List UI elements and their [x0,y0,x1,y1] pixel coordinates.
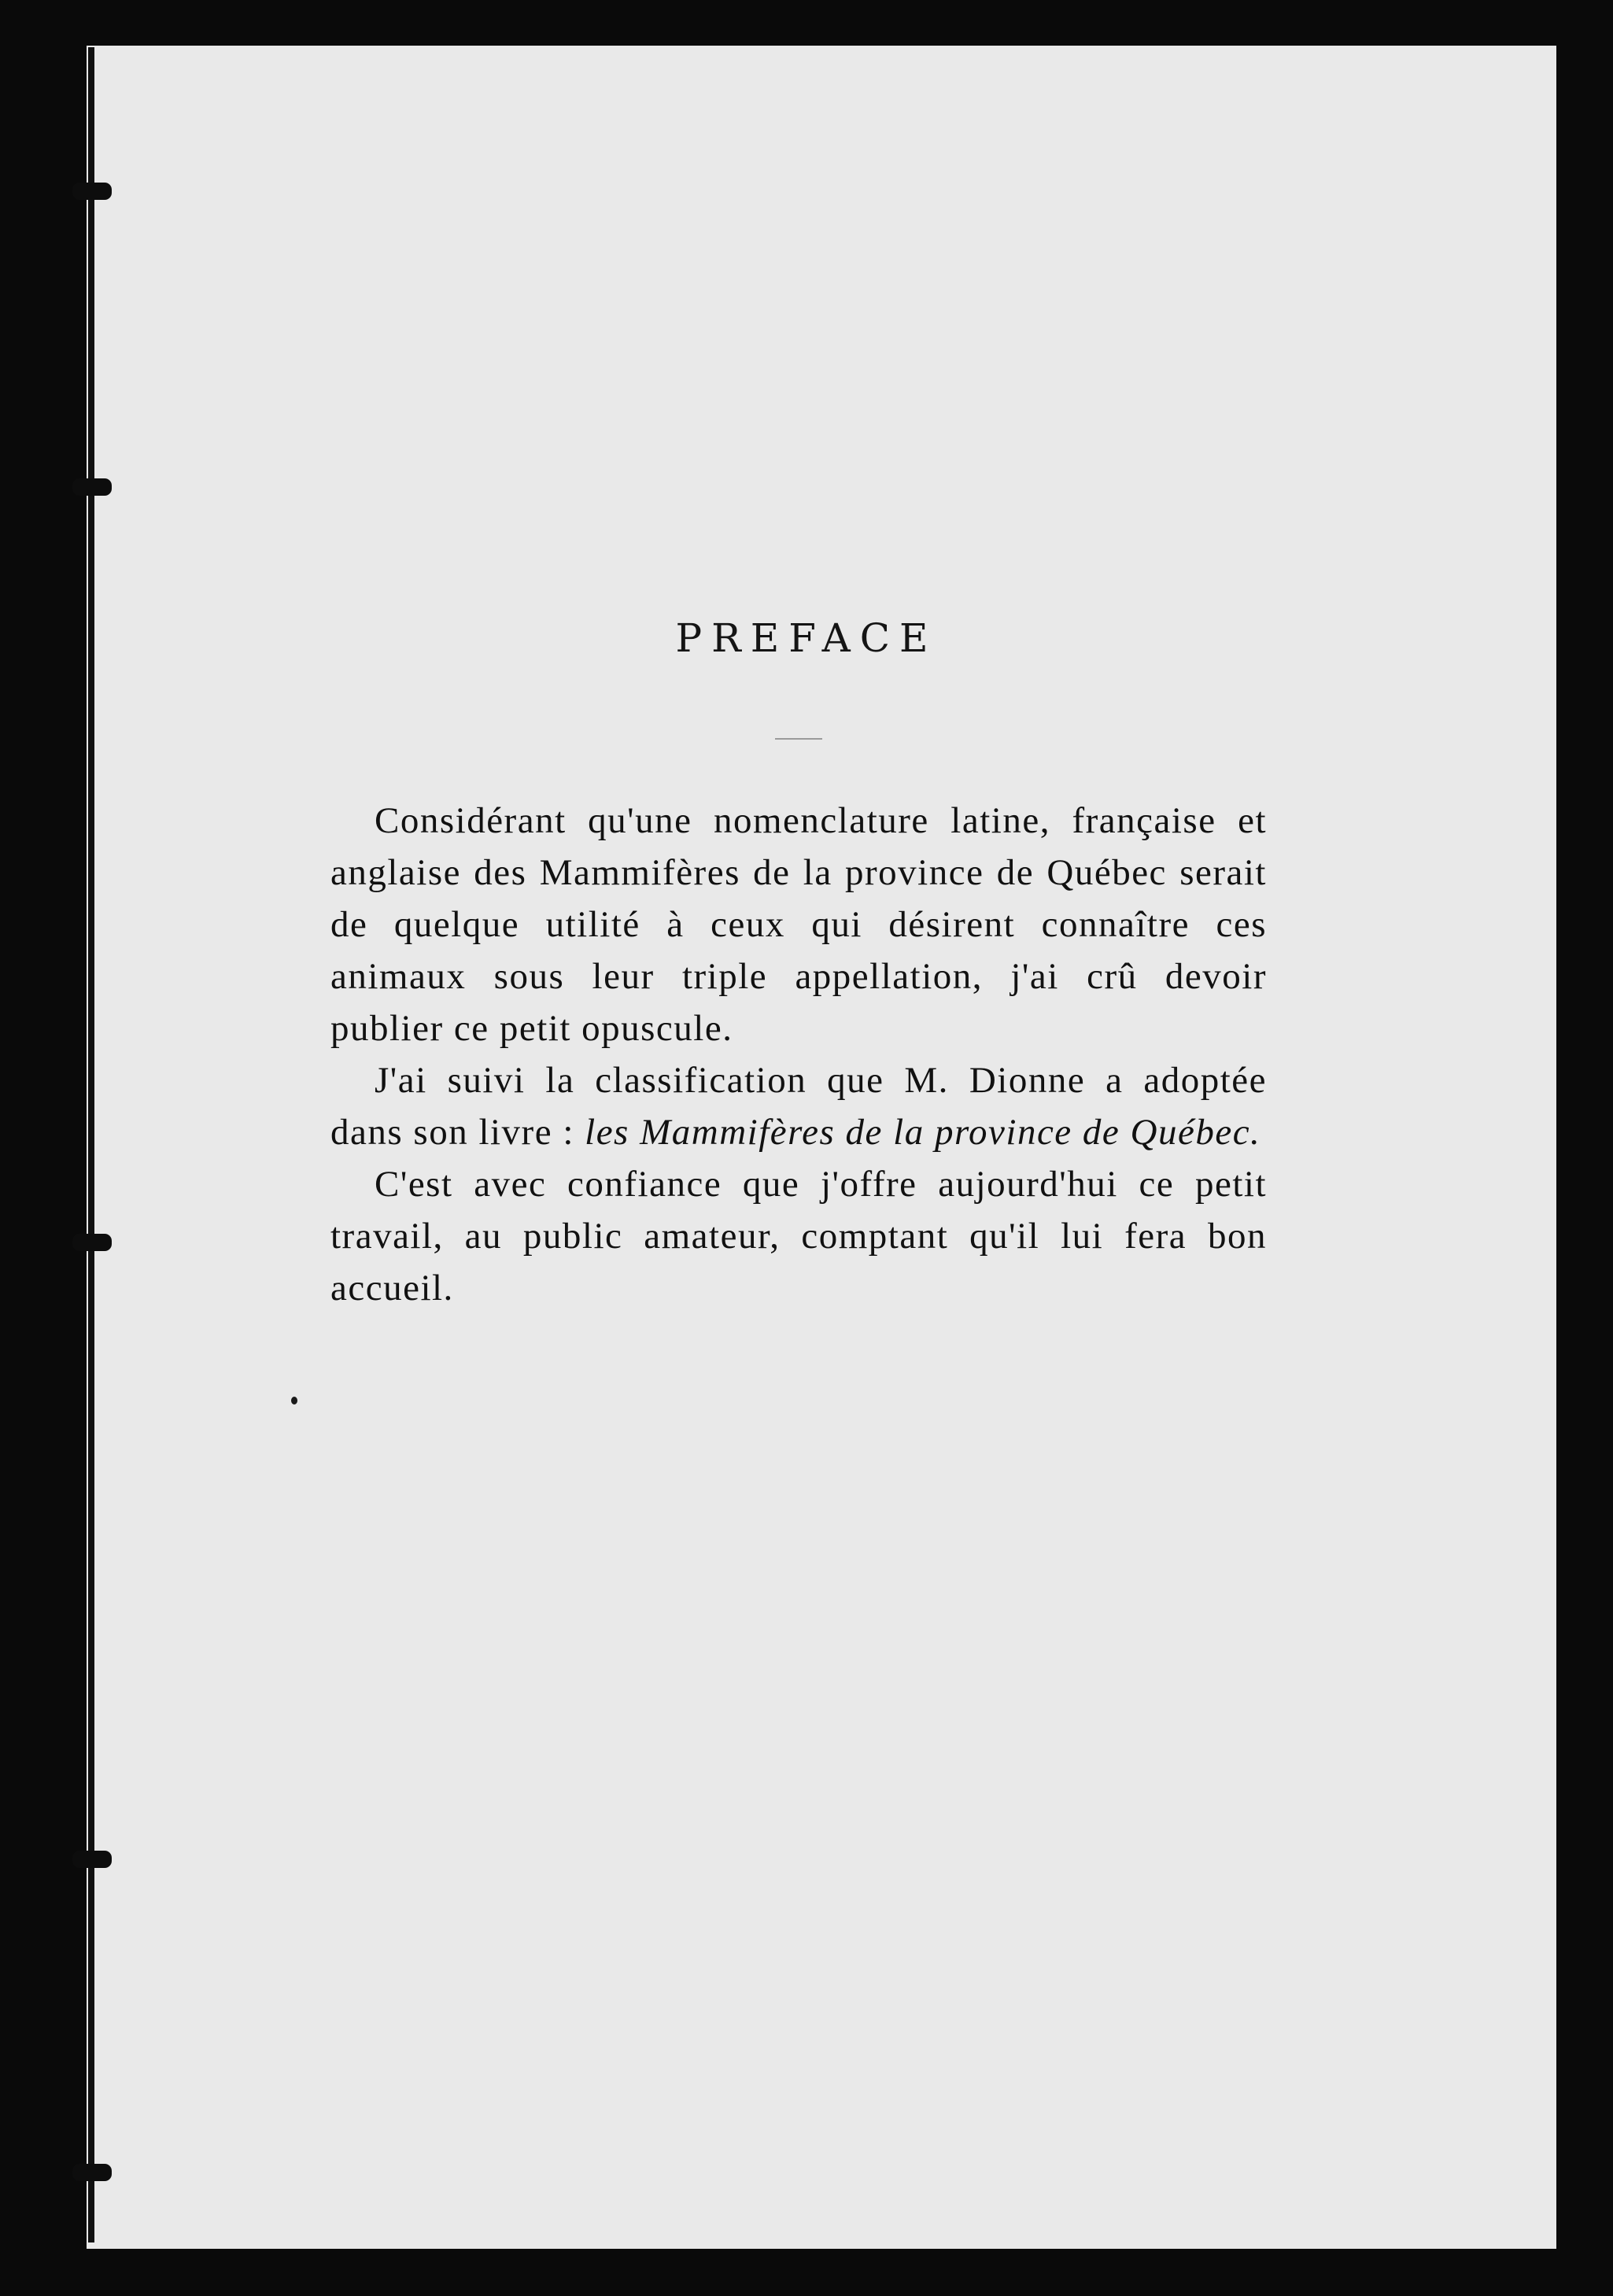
book-title: les Mammifères de la province de Québec. [585,1112,1261,1153]
binding-stitch [72,183,112,200]
paragraph-2 [330,1054,1267,1158]
binding-stitch [72,1851,112,1868]
paragraph-1-text: Considérant qu'une nomenclature latine, française et anglaise des Mammifères de la province de Québec serait de quelque utilité à ceux qui désirent connaître ces animaux sous leur triple appellation, j'ai crû devoir publier ce petit opuscule. [330,800,1267,1049]
ink-speck [291,1397,297,1405]
binding-stitch [72,1234,112,1251]
page-right-edge [1556,46,1613,2249]
paragraph-3-text: C'est avec confiance que j'offre aujourd'hui ce petit travail, au public amateur, comptant qu'il lui fera bon accueil. [330,1164,1267,1309]
binding-stitch [72,478,112,496]
binding-spine [88,47,94,2242]
title-divider [775,738,822,740]
paragraph-3 [330,1158,1267,1314]
binding-stitch [72,2164,112,2181]
preface-body [330,795,1267,1314]
page-title: PREFACE [675,615,938,661]
paragraph-1 [330,795,1267,1054]
paragraph-2-text: J'ai suivi la classification que M. Dionne a adoptée dans son livre : [330,1060,1267,1153]
